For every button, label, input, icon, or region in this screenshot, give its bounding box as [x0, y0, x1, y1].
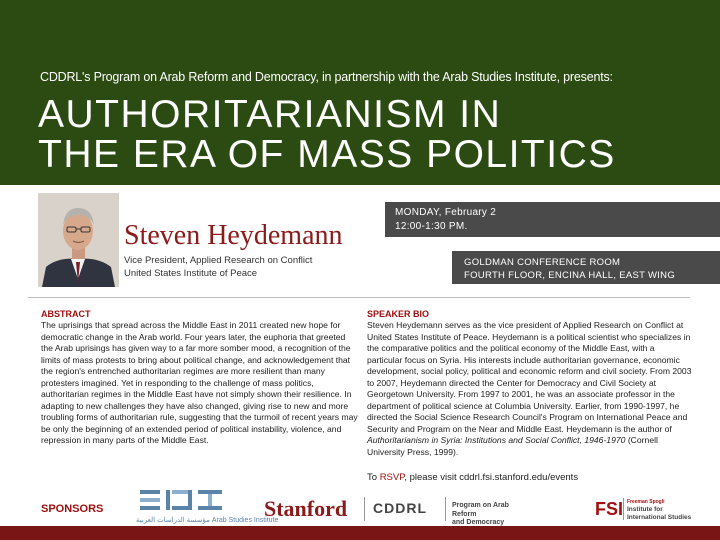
bio-heading: SPEAKER BIO: [367, 309, 430, 319]
speaker-name: Steven Heydemann: [124, 220, 343, 251]
asi-arabic-name: مؤسسة الدراسات العربية: [136, 517, 210, 524]
venue-line-2: FOURTH FLOOR, ENCINA HALL, EAST WING: [464, 270, 676, 281]
fsi-divider: [623, 498, 624, 520]
program-name-line-2: and Democracy: [452, 519, 505, 526]
speaker-role-line-2: United States Institute of Peace: [124, 268, 258, 279]
speaker-portrait-icon: [38, 193, 119, 287]
bio-text-end: (Cornell University Press, 1999).: [367, 435, 658, 457]
program-name: [452, 502, 527, 528]
fsi-small-name: Freeman Spogli: [627, 499, 665, 505]
event-date: MONDAY, February 2: [395, 207, 497, 218]
event-title-line-2: THE ERA OF MASS POLITICS: [38, 133, 616, 176]
venue-box: [452, 251, 720, 284]
cddrl-logo: CDDRL: [373, 500, 427, 516]
logo-divider: [445, 497, 446, 521]
asi-english-name: Arab Studies Institute: [211, 517, 279, 524]
speaker-role-line-1: Vice President, Applied Research on Conflict: [124, 255, 313, 266]
date-time-box: [385, 202, 720, 237]
section-divider: [28, 297, 690, 298]
event-time: 12:00-1:30 PM.: [395, 221, 468, 232]
rsvp-suffix: , please visit cddrl.fsi.stanford.edu/events: [404, 472, 579, 483]
bio-book-title: Authoritarianism in Syria: Institutions and Social Conflict, 1946-1970: [367, 435, 626, 445]
stanford-logo: Stanford: [264, 496, 348, 521]
presenter-line: CDDRL's Program on Arab Reform and Democracy, in partnership with the Arab Studies Institute, presents:: [40, 70, 613, 84]
fsi-name: [627, 498, 691, 522]
sponsors-label: SPONSORS: [41, 503, 104, 515]
abstract-heading: ABSTRACT: [41, 309, 91, 319]
event-title-line-1: AUTHORITARIANISM IN: [38, 93, 502, 136]
rsvp-prefix: To: [367, 472, 380, 483]
fsi-name-line-2: International Studies: [627, 514, 692, 521]
speaker-photo: [38, 193, 119, 287]
footer-bar: [0, 526, 720, 540]
abstract-text: The uprisings that spread across the Middle East in 2011 created new hope for democratic change in the Arab world. Four years later, the euphoria that greeted the Arab uprisings has given way to a far more somber mood, a recognition of the limits of mass protests to bring about political change, and acknowledgement that the region's entrenched authoritarian regimes are more resilient than many protesters imagined. Yet in responding to the challenge of mass politics, authoritarian regimes in the Middle East have not simply shown their resilience. In adapting to new challenges they have also changed, giving rise to new and more troubling forms of authoritarian rule, suggesting that the turmoil of recent years may be only the beginning of an extended period of political instability, violence, and repression in many parts of the Middle East.: [41, 320, 358, 445]
venue-line-1: GOLDMAN CONFERENCE ROOM: [464, 257, 621, 268]
event-title: [38, 95, 616, 175]
logo-divider: [364, 497, 365, 521]
asi-name: [136, 516, 279, 524]
bio-text-main: Steven Heydemann serves as the vice president of Applied Research on Conflict at United States Institute of Peace. Heydemann is a political scientist who specializes in the comparative politics and the political economy of the Middle East, with a particular focus on Syria. His interests include authoritarian governance, economic development, social policy, political and economic reform and civil society. From 2003 to 2007, Heydemann directed the Center for Democracy and Civil Society at Georgetown University. From 1997 to 2001, he was an associate professor in the department of political science at Columbia University. Earlier, from 1990-1997, he directed the Social Science Research Council's Program on International Peace and Security and Program on the Near and Middle East. Heydemann is the author of: [367, 320, 692, 434]
rsvp-line: [367, 472, 578, 483]
fsi-logo: FSI: [595, 499, 624, 519]
bio-text: [367, 320, 692, 458]
program-name-line-1: Program on Arab Reform: [452, 502, 509, 518]
speaker-role: [124, 254, 312, 280]
fsi-name-line-1: Institute for: [627, 506, 663, 513]
asi-mark-icon: [136, 486, 228, 516]
rsvp-link[interactable]: RSVP: [379, 472, 405, 483]
